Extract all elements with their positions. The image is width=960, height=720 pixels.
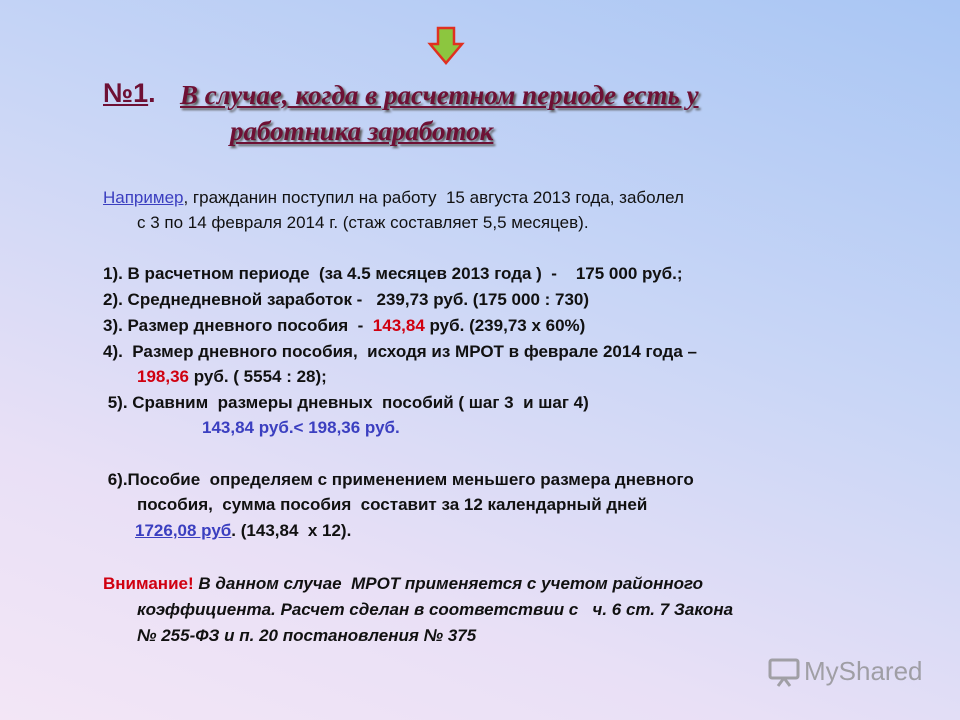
- step-6-line-2: пособия, сумма пособия составит за 12 календарный дней: [137, 495, 648, 514]
- presentation-icon: [768, 657, 800, 687]
- step-6-result: 1726,08 руб. (143,84 х 12).: [135, 521, 352, 540]
- example-line-2: с 3 по 14 февраля 2014 г. (стаж составляет 5,5 месяцев).: [137, 213, 589, 232]
- down-arrow-icon: [427, 26, 465, 66]
- note-line-3: № 255-ФЗ и п. 20 постановления № 375: [137, 626, 477, 645]
- step-5-comparison: 143,84 руб.< 198,36 руб.: [202, 418, 400, 437]
- step-4-result: 198,36 руб. ( 5554 : 28);: [137, 367, 327, 386]
- step-1: 1). В расчетном периоде (за 4.5 месяцев 2013 года ) - 175 000 руб.;: [103, 264, 683, 283]
- title-line-1: В случае, когда в расчетном периоде есть у: [180, 80, 699, 110]
- step-2: 2). Среднедневной заработок - 239,73 руб. (175 000 : 730): [103, 290, 590, 309]
- title-line-2: работника заработок: [230, 116, 494, 146]
- step-6: 6).Пособие определяем с применением меньшего размера дневного: [103, 470, 694, 489]
- step-5: 5). Сравним размеры дневных пособий ( шаг 3 и шаг 4): [103, 393, 589, 412]
- note-line-2: коэффициента. Расчет сделан в соответствии с ч. 6 ст. 7 Закона: [137, 600, 734, 619]
- slide-number: №1.: [103, 78, 156, 108]
- step-3: 3). Размер дневного пособия - 143,84 руб. (239,73 х 60%): [103, 316, 586, 335]
- step-4: 4). Размер дневного пособия, исходя из МРОТ в феврале 2014 года –: [103, 342, 697, 361]
- example-line-1: Например, гражданин поступил на работу 15 августа 2013 года, заболел: [103, 188, 684, 207]
- note-line-1: Внимание! В данном случае МРОТ применяется с учетом районного: [103, 574, 704, 593]
- watermark: MyShared: [768, 656, 923, 687]
